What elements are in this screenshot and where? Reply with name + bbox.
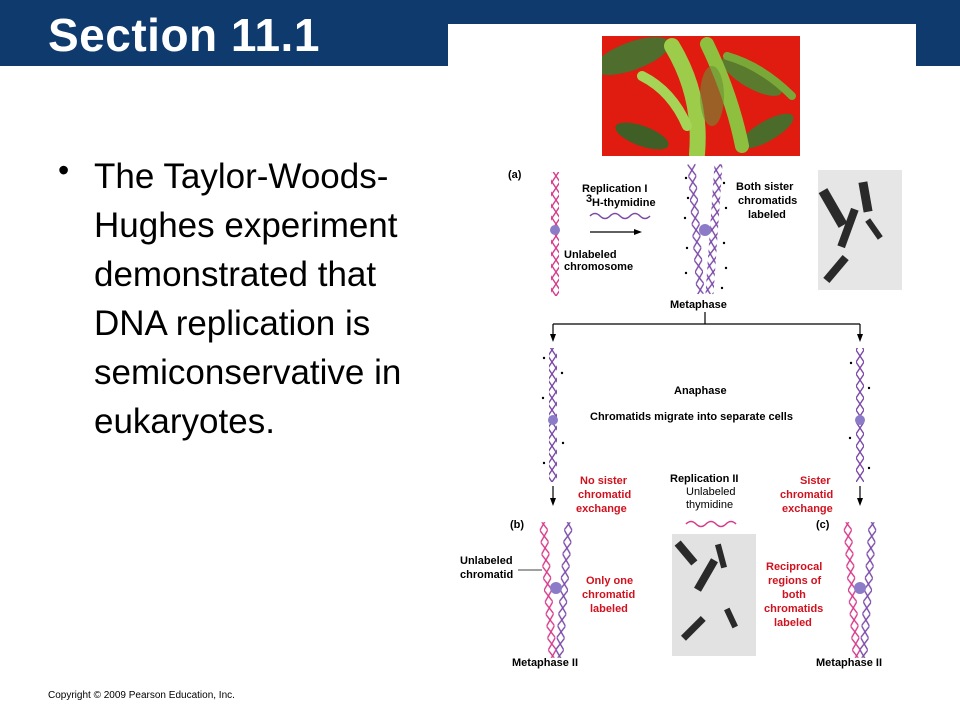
centromere-icon	[854, 582, 866, 594]
labeled-2-label: labeled	[590, 603, 628, 615]
both-label: both	[782, 589, 806, 601]
no-sister-label: No sister	[580, 475, 628, 487]
chromatid-label: chromatid	[578, 489, 632, 501]
centromere-icon	[855, 415, 865, 425]
reciprocal-label: Reciprocal	[766, 561, 823, 573]
centromere-icon	[548, 415, 558, 425]
chromatid-3-label: chromatid	[582, 589, 636, 601]
labeled-label: labeled	[748, 209, 786, 221]
chromatids-label: chromatids	[738, 195, 798, 207]
thymidine-label: thymidine	[686, 499, 734, 511]
exchange-label: exchange	[576, 503, 627, 515]
bullet-text: The Taylor-Woods-Hughes experiment demonstrated that DNA replication is semiconservative in eukaryotes.	[94, 157, 402, 441]
taylor-woods-hughes-diagram	[456, 158, 916, 678]
panel-c-label: (c)	[816, 519, 830, 531]
arrow-head-icon	[634, 229, 642, 235]
chromatids-migrate-label: Chromatids migrate into separate cells	[590, 411, 793, 423]
thymidine-superscript: 3	[586, 193, 593, 205]
anaphase-label: Anaphase	[674, 385, 727, 397]
unlabeled-2-label: Unlabeled	[686, 486, 736, 498]
metaphase-ii-right-label: Metaphase II	[816, 657, 883, 669]
replication-2-label: Replication II	[670, 473, 739, 485]
exchange-2-label: exchange	[782, 503, 833, 515]
chromatid-2-label: chromatid	[780, 489, 834, 501]
centromere-icon	[699, 224, 711, 236]
sister-label: Sister	[800, 475, 831, 487]
bean-plant-photo	[602, 36, 800, 156]
bullet-dot-icon: •	[58, 152, 70, 188]
labeled-dna-wave-icon	[590, 214, 650, 219]
metaphase-label: Metaphase	[670, 299, 727, 311]
unlabeled-chromatid-label-1: Unlabeled	[460, 555, 513, 567]
only-one-label: Only one	[586, 575, 634, 587]
both-sister-label: Both sister	[736, 181, 794, 193]
metaphase-ii-left-label: Metaphase II	[512, 657, 579, 669]
replication-1-label: Replication I	[582, 183, 648, 195]
h-thymidine-label: H-thymidine	[592, 197, 656, 209]
centromere-icon	[550, 582, 562, 594]
panel-a-label: (a)	[508, 169, 522, 181]
labeled-3-label: labeled	[774, 617, 812, 629]
unlabeled-label: Unlabeled	[564, 249, 617, 261]
chromatids-2-label: chromatids	[764, 603, 824, 615]
regions-of-label: regions of	[768, 575, 822, 587]
slide-title: Section 11.1	[48, 9, 320, 61]
chromosome-label: chromosome	[564, 261, 634, 273]
unlabeled-dna-wave-icon	[686, 522, 736, 527]
copyright-text: Copyright © 2009 Pearson Education, Inc.	[48, 690, 235, 701]
unlabeled-chromatid-label-2: chromatid	[460, 569, 514, 581]
centromere-icon	[550, 225, 560, 235]
panel-b-label: (b)	[510, 519, 525, 531]
